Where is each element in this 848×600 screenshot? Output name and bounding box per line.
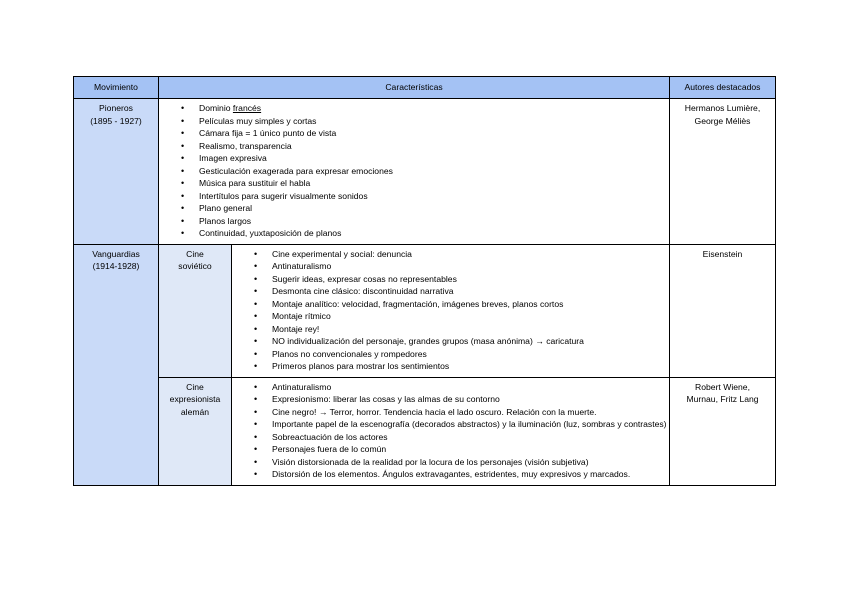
header-caracteristicas: Características (159, 77, 670, 99)
list-item: • Intertítulos para sugerir visualmente sonidos (199, 190, 669, 203)
header-autores: Autores destacados (670, 77, 776, 99)
list-item: • NO individualización del personaje, grandes grupos (masa anónima) → caricatura (272, 335, 669, 348)
list-item: • Primeros planos para mostrar los sentimientos (272, 360, 669, 373)
list-item: • Desmonta cine clásico: discontinuidad narrativa (272, 285, 669, 298)
list-item: • Sobreactuación de los actores (272, 431, 669, 444)
list-item: • Visión distorsionada de la realidad por la locura de los personajes (visión subjetiva) (272, 456, 669, 469)
pioneros-authors-cell (670, 99, 776, 245)
list-item: • Imagen expresiva (199, 152, 669, 165)
header-row (74, 77, 776, 99)
list-item: • Gesticulación exagerada para expresar emociones (199, 165, 669, 178)
expresionista-characteristics-cell (232, 377, 670, 485)
list-item: • Montaje analítico: velocidad, fragmentación, imágenes breves, planos cortos (272, 298, 669, 311)
list-item: • Cámara fija = 1 único punto de vista (199, 127, 669, 140)
pioneros-movement-cell (74, 99, 159, 245)
list-item: • Cine experimental y social: denuncia (272, 248, 669, 261)
list-item: • Continuidad, yuxtaposición de planos (199, 227, 669, 240)
list-item: • Expresionismo: liberar las cosas y las almas de su contorno (272, 393, 669, 406)
list-item: • Montaje rítmico (272, 310, 669, 323)
pioneros-characteristics-cell (159, 99, 670, 245)
expresionista-label-cell: Cine expresionista alemán (159, 377, 232, 485)
header-movimiento: Movimiento (74, 77, 159, 99)
row-cine-sovietico (74, 244, 776, 377)
vanguardias-name: Vanguardias (92, 248, 140, 259)
author-line: Murnau, Fritz Lang (686, 394, 759, 404)
row-pioneros (74, 99, 776, 245)
list-item: • Películas muy simples y cortas (199, 115, 669, 128)
list-item: • Antinaturalismo (272, 260, 669, 273)
list-item: • Cine negro! → Terror, horror. Tendencia hacia el lado oscuro. Relación con la muerte. (272, 406, 669, 419)
list-item: • Dominio francés (199, 102, 669, 115)
author-line: George Méliès (694, 115, 751, 126)
list-item: • Realismo, transparencia (199, 140, 669, 153)
list-item: • Planos largos (199, 215, 669, 228)
list-item: • Sugerir ideas, expresar cosas no representables (272, 273, 669, 286)
list-item: • Importante papel de la escenografía (decorados abstractos) y la iluminación (luz, sombras y contrastes) (272, 418, 669, 431)
list-item: • Planos no convencionales y rompedores (272, 348, 669, 361)
cinema-movements-table (73, 76, 776, 486)
author-line: Hermanos Lumière, (684, 103, 761, 113)
expresionista-list (232, 381, 669, 481)
list-item: • Personajes fuera de lo común (272, 443, 669, 456)
list-item: • Música para sustituir el habla (199, 177, 669, 190)
author-line: Eisenstein (702, 248, 743, 259)
sovietico-characteristics-cell (232, 244, 670, 377)
sovietico-label-cell: Cine soviético (159, 244, 232, 377)
list-item: • Montaje rey! (272, 323, 669, 336)
vanguardias-years: (1914-1928) (92, 261, 140, 271)
list-item: • Antinaturalismo (272, 381, 669, 394)
pioneros-years: (1895 - 1927) (90, 115, 142, 126)
underlined-word: francés (232, 103, 262, 113)
list-item: • Plano general (199, 202, 669, 215)
row-cine-expresionista (74, 377, 776, 485)
pioneros-list (159, 102, 669, 240)
sovietico-list (232, 248, 669, 373)
vanguardias-movement-cell (74, 244, 159, 485)
expresionista-authors-cell (670, 377, 776, 485)
author-line: Robert Wiene, (695, 381, 750, 392)
pioneros-name: Pioneros (99, 103, 133, 113)
list-item: • Distorsión de los elementos. Ángulos extravagantes, estridentes, muy expresivos y marcados. (272, 468, 669, 481)
sovietico-authors-cell (670, 244, 776, 377)
